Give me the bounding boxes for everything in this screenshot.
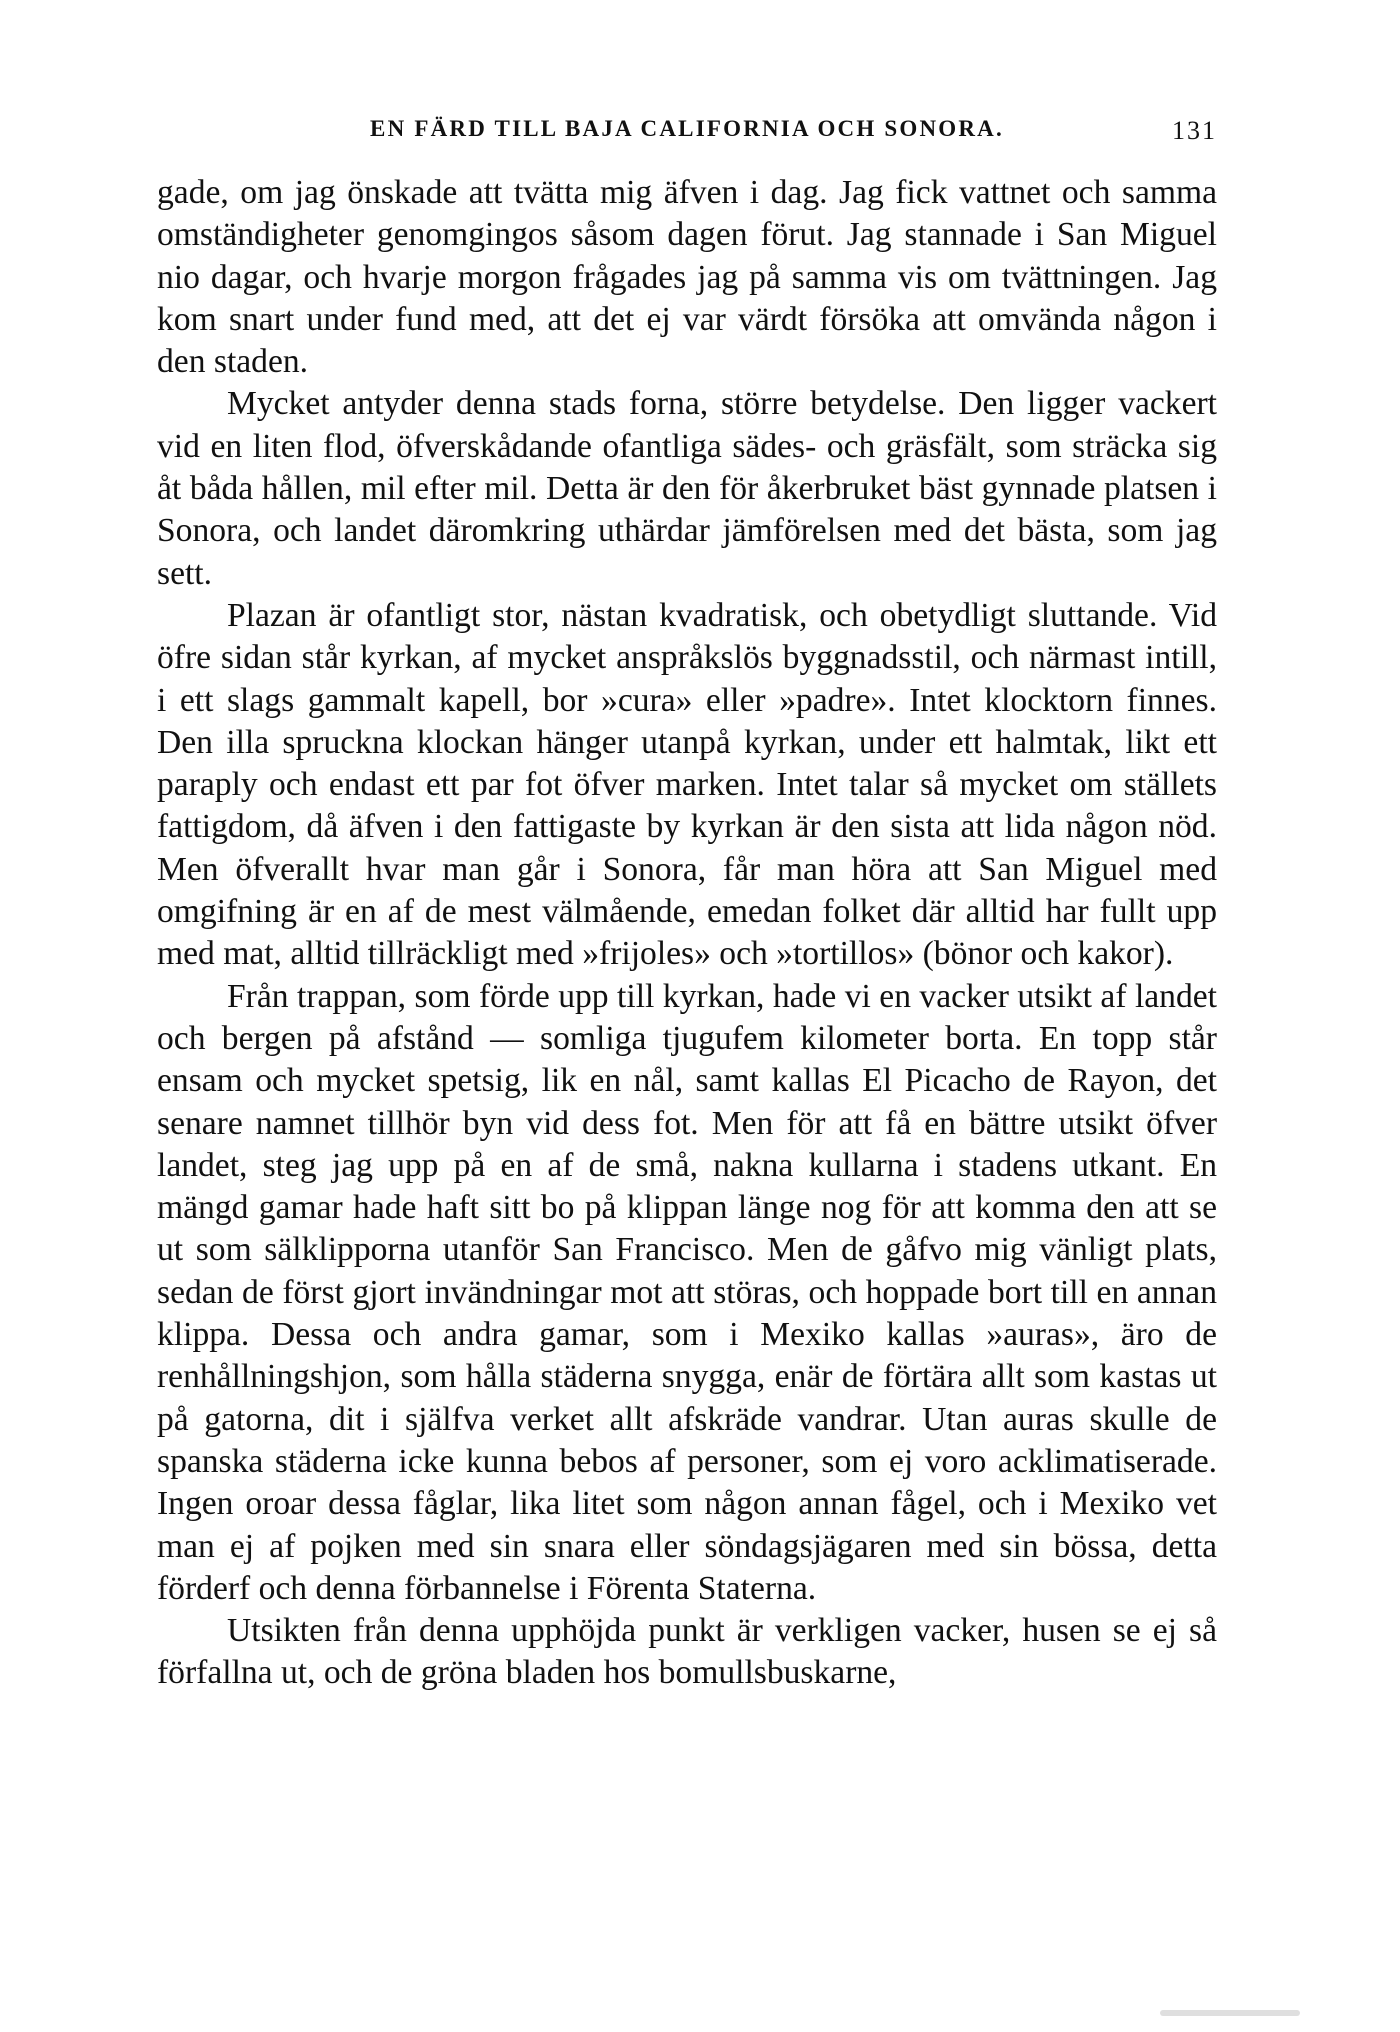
paragraph-4: Från trappan, som förde upp till kyrkan, hade vi en vacker utsikt af landet och bergen på afstånd — somliga tjugufem kilometer borta. En topp står ensam och mycket spetsig, lik en nål, samt kallas El Picacho de Rayon, det senare namnet tillhör byn vid dess fot. Men för att få en bättre utsikt öfver landet, steg jag upp på en af de små, nakna kullarna i stadens utkant. En mängd gamar hade haft sitt bo på klippan länge nog för att komma den att se ut som sälklipporna utanför San Francisco. Men de gåfvo mig vänligt plats, sedan de först gjort invändningar mot att störas, och hoppade bort till en annan klippa. Dessa och andra gamar, som i Mexiko kallas »auras», äro de renhållningshjon, som hålla städerna snygga, enär de förtära allt som kastas ut på gatorna, dit i själfva verket allt afskräde vandrar. Utan auras skulle de spanska städerna icke kunna bebos af personer, som ej voro acklimatiserade. Ingen oroar dessa fåglar, lika litet som någon annan fågel, och i Mexiko vet man ej af pojken med sin snara eller söndagsjägaren med sin bössa, detta förderf och denna förbannelse i Förenta Staterna. bbox=[157, 977, 1217, 1607]
paragraph-2: Mycket antyder denna stads forna, större betydelse. Den ligger vackert vid en liten flod, öfverskådande ofantliga sädes- och gräsfält, som sträcka sig åt båda hållen, mil efter mil. Detta är den för åkerbruket bäst gynnade platsen i Sonora, och landet däromkring uthärdar jämförelsen med det bästa, som jag sett. bbox=[157, 385, 1217, 592]
running-title: EN FÄRD TILL BAJA CALIFORNIA OCH SONORA. bbox=[370, 116, 1004, 141]
paragraph-3: Plazan är ofantligt stor, nästan kvadratisk, och obetydligt sluttande. Vid öfre sidan står kyrkan, af mycket anspråkslös byggnadsstil, och närmast intill, i ett slags gammalt kapell, bor »cura» eller »padre». Intet klocktorn finnes. Den illa spruckna klockan hänger utanpå kyrkan, under ett halmtak, likt ett paraply och endast ett par fot öfver marken. Intet talar så mycket om ställets fattigdom, då äfven i den fattigaste by kyrkan är den sista att lida någon nöd. Men öfverallt hvar man går i Sonora, får man höra att San Miguel med omgifning är en af de mest välmående, emedan folket där alltid har fullt upp med mat, alltid tillräckligt med »frijoles» och »tortillos» (bönor och kakor). bbox=[157, 596, 1217, 973]
page-number: 131 bbox=[1172, 116, 1217, 145]
paragraph-5: Utsikten från denna upphöjda punkt är verkligen vacker, husen se ej så förfallna ut, och de gröna bladen hos bomullsbuskarne, bbox=[157, 1612, 1217, 1692]
running-head bbox=[157, 116, 1217, 156]
paragraph-1: gade, om jag önskade att tvätta mig äfven i dag. Jag fick vattnet och samma omständigheter genomgingos såsom dagen förut. Jag stannade i San Miguel nio dagar, och hvarje morgon frågades jag på samma vis om tvättningen. Jag kom snart under fund med, att det ej var värdt försöka att omvända någon i den staden. bbox=[157, 174, 1217, 381]
scan-mark bbox=[1160, 2010, 1300, 2016]
body-text bbox=[157, 172, 1217, 1695]
